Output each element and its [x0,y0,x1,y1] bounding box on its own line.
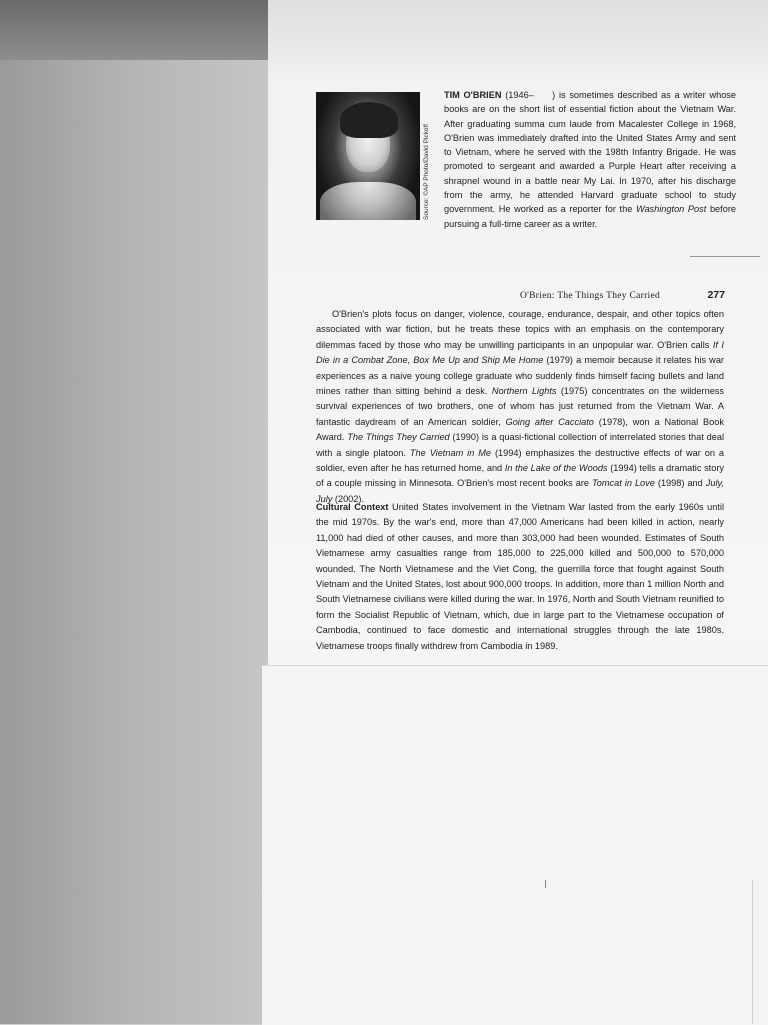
text: (1975) concentrates on the wilderness survival experiences of two brothers, one of whom has just returned from the Vietnam War. A fantastic daydream of an American soldier, [316,386,724,427]
bio-text-end: before pursuing a full-time career as a writer. [444,204,736,229]
text: (1978), won a National Book Award. [316,416,724,443]
section-body: United States involvement in the Vietnam War lasted from the early 1960s until the mid 1970s. By the war's end, more than 47,000 Americans had been killed in action, nearly 11,000 had died of other causes, and more than 303,000 had been wounded. Estimates of South Vietnamese army casualties range from 185,000 to 225,000 killed and 500,000 to 570,000 wounded. The North Vietnamese and the Viet Cong, the guerrilla force that fought against South Vietnam and the United States, lost about 900,000 troops. In addition, more than 1 million North and South Vietnamese civilians were killed during the war. In 1976, North and South Vietnam reunified to form the Socialist Republic of Vietnam, which, due in large part to the Vietnamese occupation of Cambodia, continued to face domestic and international struggles through the late 1980s. Vietnamese troops finally withdrew from Cambodia in 1989. [316,502,724,651]
text: (1994) emphasizes the destructive effects of war on a soldier, even after he has returned home, and [316,447,724,474]
running-header [520,289,725,301]
scan-shadow [0,0,285,1024]
book-title: Northern Lights [491,386,557,397]
running-title: O'Brien: The Things They Carried [520,291,661,301]
author-dates: (1946– ) [505,90,556,100]
page-number: 277 [707,289,725,301]
photo-hair [340,102,398,138]
page-edge [752,880,753,1024]
section-heading: Cultural Context [316,502,389,512]
scan-speck [545,880,546,888]
newspaper-title: Washington Post [635,204,707,215]
cultural-context-paragraph [316,500,724,654]
book-title: July, July [316,478,724,504]
book-title: If I Die in a Combat Zone, Box Me Up and Ship Me Home [316,339,724,366]
works-paragraph [316,307,724,507]
author-name: TIM O'BRIEN [444,90,502,100]
lower-sheet [262,665,768,1025]
book-title: In the Lake of the Woods [504,463,608,474]
book-title: Tomcat in Love [592,478,655,489]
photo-shoulders [320,182,416,220]
text: (1979) a memoir because it relates his war experiences as a naive young college graduate who suddenly finds himself facing bullets and land mines rather than sitting behind a desk. [316,355,724,397]
book-title: The Vietnam in Me [409,447,492,458]
bio-text: is sometimes described as a writer whose books are on the short list of essential fiction about the Vietnam War. After graduating summa cum laude from Macalester College in 1968, O'Brien was immediately drafted into the United States Army and sent to Vietnam, where he served with the 198th Infantry Brigade. He was promoted to sergeant and awarded a Purple Heart after receiving a shrapnel wound in a battle near My Lai. In 1970, after his discharge from the army, he attended Harvard graduate school to study government. He worked as a reporter for the [444,90,737,215]
photo-credit: Source: ©AP Photo/David Pickoff [423,124,430,220]
book-title: The Things They Carried [347,432,450,443]
author-photo [316,92,420,220]
text: (1994) tells a dramatic story of a couple missing in Minnesota. O'Brien's most recent books are [316,463,724,489]
scan-dark-corner [0,0,290,60]
text: O'Brien's plots focus on danger, violence, courage, endurance, despair, and other topics often associated with war fiction, but he treats these topics with an emphasis on the contemporary dilemmas faced by those who may be unwilling participants in an unpopular war. O'Brien calls [316,309,724,350]
text: (2002). [332,493,365,504]
text: (1998) and [654,478,706,489]
divider-rule [690,256,760,257]
book-title: Going after Cacciato [505,416,594,427]
author-bio [444,88,736,231]
text: (1990) is a quasi-fictional collection of interrelated stories that deal with a single platoon. [316,432,725,458]
